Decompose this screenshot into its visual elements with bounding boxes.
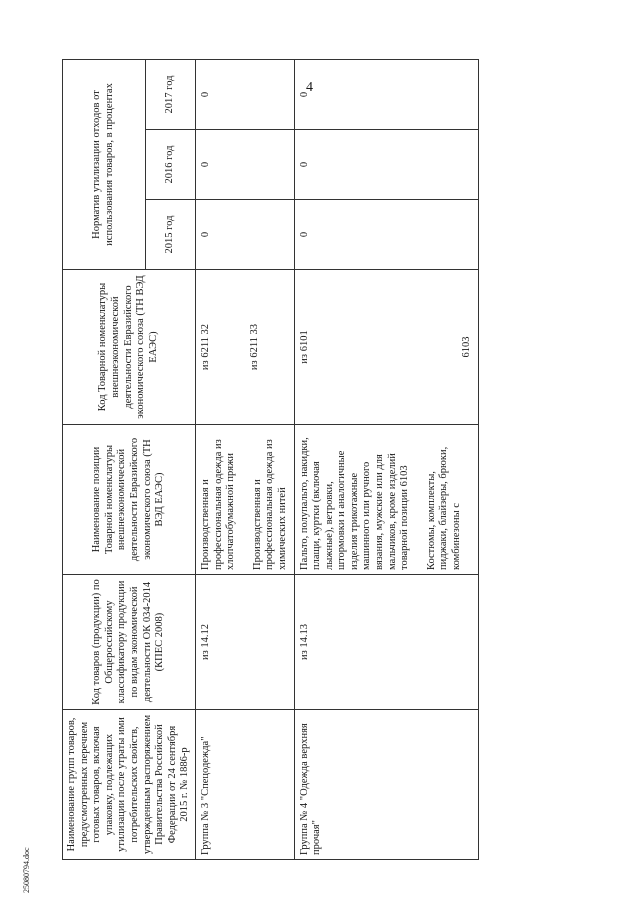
- value-2016-cell: 0: [195, 130, 294, 200]
- tnved-code-item: из 6211 33: [248, 323, 260, 371]
- tnved-code-item: из 6211 32: [199, 323, 211, 371]
- value-2015-cell: 0: [195, 200, 294, 270]
- tnved-name-cell: [294, 425, 478, 575]
- tnved-name-item: Производственная и профессиональная одежда из хлопчатобумажной пряжи: [199, 439, 237, 570]
- value-2017-cell: 0: [195, 59, 294, 129]
- header-group-name: Наименование групп товаров, предусмотренных перечнем готовых товаров, включая упаковку, подлежащих утилизации после утраты ими потребительских свойств, утвержденным распоряжением Правительства Российской Федерации от 24 сентября 2015 г. № 1886-р: [63, 710, 196, 860]
- tnved-code-cell: [294, 270, 478, 425]
- tnved-name-item: Костюмы, комплекты, пиджаки, блайзеры, брюки, комбинезоны с: [425, 446, 463, 570]
- header-norm: Норматив утилизации отходов от использования товаров, в процентах: [63, 59, 146, 269]
- header-year-2016: 2016 год: [145, 130, 195, 200]
- table-row: [195, 59, 294, 859]
- group-name-cell: Группа № 3 "Спецодежда": [195, 710, 294, 860]
- table-row: [294, 59, 478, 859]
- header-okpd-code: Код товаров (продукции) по Общероссийскому классификатору продукции по видам экономической деятельности ОК 034-2014 (КПЕС 2008): [63, 575, 196, 710]
- norms-table: [62, 59, 479, 860]
- okpd-code-cell: из 14.13: [294, 575, 478, 710]
- header-year-2015: 2015 год: [145, 200, 195, 270]
- header-tnved-name: Наименование позиции Товарной номенклатуры внешнеэкономической деятельности Евразийского экономического союза (ТН ВЭД ЕАЭС): [63, 425, 196, 575]
- tnved-code-cell: [195, 270, 294, 425]
- value-2017-cell: 0: [294, 59, 478, 129]
- okpd-code-cell: из 14.12: [195, 575, 294, 710]
- tnved-name-cell: [195, 425, 294, 575]
- group-name-cell: Группа № 4 "Одежда верхняя прочая": [294, 710, 478, 860]
- value-2016-cell: 0: [294, 130, 478, 200]
- page-number: 4: [306, 80, 313, 95]
- value-2015-cell: 0: [294, 200, 478, 270]
- tnved-name-item: Пальто, полупальто, накидки, плащи, куртки (включая лыжные), ветровки, штормовки и аналогичные изделия трикотажные машинного или ручного вязания, мужские или для мальчиков, кроме изделий товарной позиции 6103: [298, 437, 411, 570]
- tnved-name-item: Производственная и профессиональная одежда из химических нитей: [251, 439, 288, 570]
- header-row: [63, 59, 146, 859]
- header-tnved-code: Код Товарной номенклатуры внешнеэкономической деятельности Евразийского экономического союза (ТН ВЭД ЕАЭС): [63, 270, 196, 425]
- header-year-2017: 2017 год: [145, 59, 195, 129]
- rotated-table-block: [62, 60, 622, 860]
- document-footer: 25080794.doc: [22, 847, 31, 893]
- tnved-code-item: из 6101: [298, 330, 310, 364]
- tnved-code-item: 6103: [461, 336, 473, 358]
